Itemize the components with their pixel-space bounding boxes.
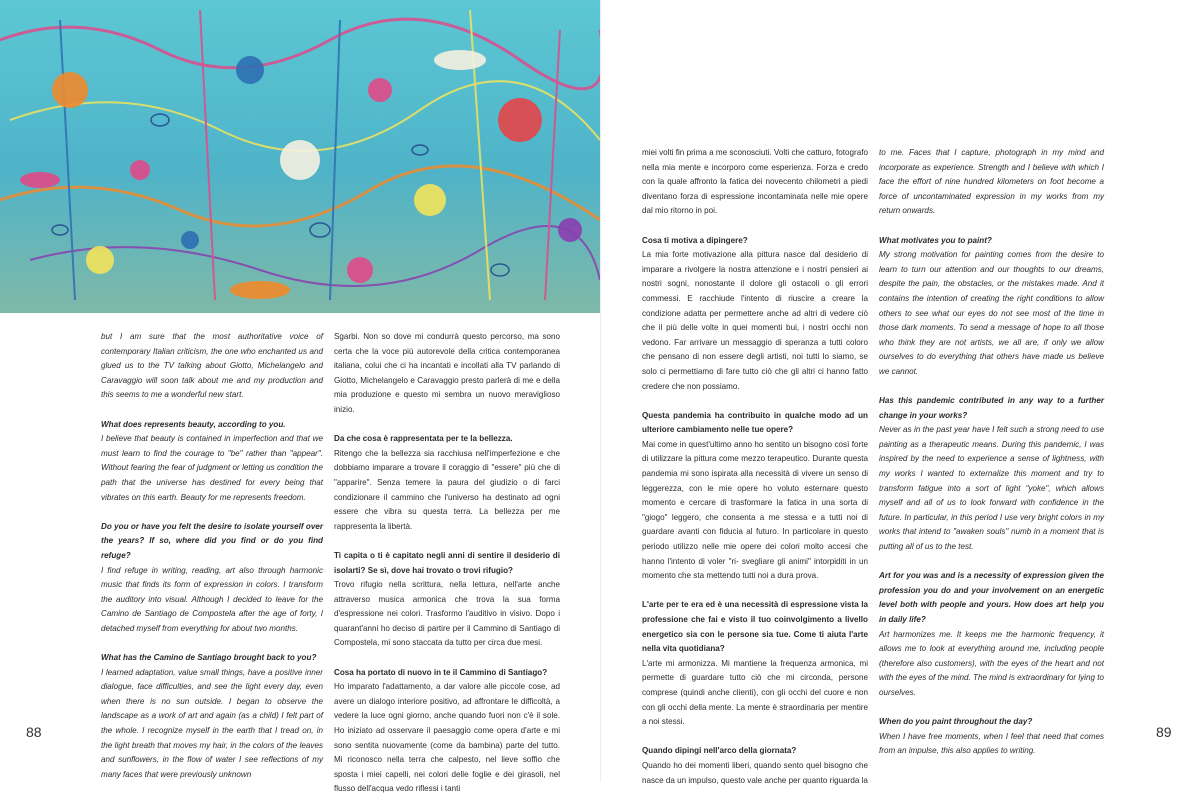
question-heading: Quando dipingi nell'arco della giornata?	[642, 746, 797, 756]
abstract-painting	[0, 0, 600, 313]
page-number-right: 89	[1156, 724, 1172, 740]
question-heading: Cosa ti motiva a dipingere?	[642, 235, 748, 245]
right-italian-column	[642, 146, 868, 803]
left-italian-column	[334, 330, 560, 812]
answer-text: La mia forte motivazione alla pittura nasce dal desiderio di imparare a rivolgere la nostra attenzione e i nostri pensieri ai nostri sogni, nonostante il dolore gli ostacoli o gli errori commessi. E racchiude l'intento di riuscire a creare la condizione adatta per permettere anche ad altri di vedere ciò che il più delle volte in quei momenti bui, i nostri occhi non vedono. Far arrivare un messaggio di speranza a tutti coloro che pensano di non essere degli artisti, noi tutti lo siamo, se solo ci permettiamo di fare tutto ciò che gli altri ci hanno fatto credere che non possiamo.	[642, 250, 868, 391]
paragraph	[879, 715, 1104, 759]
painting-canvas	[0, 0, 600, 313]
question-heading: What does represents beauty, according to you.	[101, 419, 286, 429]
answer-text: My strong motivation for painting comes from the desire to learn to turn our attention and our thoughts to our dreams, despite the pain, the obstacles, or the mistakes made. And it contains the intention of creating the right conditions to allow others to see what our eyes do not see most of the time in those dark moments. To send a message of hope to all those who think they are not artists, we all are, if only we allow ourselves to do everything that others have made us believe we cannot.	[879, 250, 1104, 376]
question-heading: Cosa ha portato di nuovo in te il Cammino di Santiago?	[334, 667, 548, 677]
answer-text: Ho imparato l'adattamento, a dar valore alle piccole cose, ad avere un dialogo interiore positivo, ad affrontare le difficoltà, a vedere la luce ogni giorno, anche quando fuori non c'è il sole. Ho iniziato ad osservare il paesaggio come opera d'arte e mi sono sentita nuovamente (come da bambina) parte del tutto. Mi riconosco nella terra che calpesto, nel lieve soffio che sposta i miei capelli, nei colori delle foglie e dei girasoli, nel flusso dell'acqua vedo riflessi i tanti	[334, 682, 560, 794]
paragraph	[879, 146, 1104, 219]
paragraph	[642, 409, 868, 584]
page-left	[0, 0, 600, 794]
answer-text: but I am sure that the most authoritative voice of contemporary Italian criticism, the one who enchanted us and glued us to the TV talking about Giotto, Michelangelo and Caravaggio will soon talk about me and my production and this seems to me a wonderful new start.	[101, 332, 323, 400]
answer-text: Art harmonizes me. It keeps me the harmonic frequency, it allows me to look at everything around me, including people (therefore also customers), with the eyes of the heart and not with the eyes of the mind. The mind is extraordinary for lying to ourselves.	[879, 629, 1104, 697]
answer-text: Mai come in quest'ultimo anno ho sentito un bisogno così forte di utilizzare la pittura come mezzo terapeutico. Durante questa pandemia mi sono ispirata alla necessità di vivere un senso di leggerezza, con le mie opere ho voluto esternare questo momento e cercare di trasformare la fatica in una sorta di "giogo" leggero, che consenta a me stessa e a tutti noi di guardare avanti con fiducia al futuro. In particolare in questo periodo utilizzo nelle mie opere dei colori molto accesi che hanno l'intento di voler "ri- svegliare gli animi" intorpiditi in un momento che sta mettendo tutti noi a dura prova.	[642, 439, 868, 581]
paragraph	[101, 651, 323, 782]
page-right	[600, 0, 1200, 785]
answer-text: Ritengo che la bellezza sia racchiusa nell'imperfezione e che dobbiamo imparare a trovare il coraggio di "essere" più che di "apparire". Senza temere la paura del giudizio o di farci condizionare il cammino che l'universo ha destinato ad ogni essere che vibra su questa terra. La bellezza per me rappresenta la libertà.	[334, 448, 560, 531]
paragraph	[334, 666, 560, 797]
answer-text: When I have free moments, when I feel that need that comes from an impulse, this also applies to writing.	[879, 731, 1104, 756]
question-heading: What has the Camino de Santiago brought back to you?	[101, 653, 317, 663]
left-english-column	[101, 330, 323, 797]
question-heading: L'arte per te era ed è una necessità di espressione vista la professione che fai e visto il tuo coinvolgimento a livello energetico sia con le persone sia tue. Come ti aiuta l'arte nella vita quotidiana?	[642, 600, 868, 654]
paragraph	[642, 598, 868, 729]
right-english-column	[879, 146, 1104, 774]
answer-text: Trovo rifugio nella scrittura, nella lettura, nell'arte anche attraverso musica armonica che trova la sua forma d'espressione nei colori. Trasformo l'auditivo in visivo. Dopo i quarant'anni ho deciso di partire per il Cammino di Santiago di Compostela, mi sono staccata da tutto per circa due mesi.	[334, 580, 560, 648]
answer-text: miei volti fin prima a me sconosciuti. Volti che catturo, fotografo nella mia mente e incorporo come esperienza. Forza e credo con la quale affronto la fatica dei novecento chilometri a piedi diventano forza di espressione incontaminata nelle mie opere dal mio ritorno in poi.	[642, 148, 868, 216]
question-heading: What motivates you to paint?	[879, 235, 992, 245]
paragraph	[101, 520, 323, 637]
answer-text: I believe that beauty is contained in imperfection and that we must learn to find the courage to "be" rather than "appear". Without fearing the fear of judgment or letting us condition the path that the universe has destined for every being that vibrates on this earth. Beauty for me represents freedom.	[101, 434, 323, 502]
question-heading: Questa pandemia ha contribuito in qualche modo ad un ulteriore cambiamento nelle tue opere?	[642, 410, 868, 435]
answer-text: I learned adaptation, value small things, have a positive inner dialogue, face difficulties, and see the light every day, even when there is no sun outside. I began to observe the landscape as a work of art and again (as a child) I felt part of the whole. I recognize myself in the earth that I tread on, in the light breath that moves my hair, in the colors of the leaves and sunflowers, in the flow of water I see reflections of my many faces that were previously unknown	[101, 667, 323, 779]
paragraph	[642, 234, 868, 395]
answer-text: Quando ho dei momenti liberi, quando sento quel bisogno che nasce da un impulso, questo vale anche per quanto riguarda la	[642, 760, 868, 785]
paragraph	[101, 418, 323, 506]
answer-text: L'arte mi armonizza. Mi mantiene la frequenza armonica, mi permette di guardare tutto ciò che mi circonda, persone comprese (quindi anche clienti), con gli occhi del cuore e non con gli occhi della mente. La mente è straordinaria per mentire a noi stessi.	[642, 658, 868, 727]
page-number-left: 88	[26, 724, 42, 740]
question-heading: Da che cosa è rappresentata per te la bellezza.	[334, 434, 513, 444]
answer-text: Sgarbi. Non so dove mi condurrà questo percorso, ma sono certa che la voce più autorevole della critica contemporanea italiana, colui che ci ha incantati e incollati alla TV parlando di Giotto, Michelangelo e Caravaggio presto parlerà di me e della mia produzione e questo mi sembra un nuovo meraviglioso inizio.	[334, 332, 560, 414]
answer-text: I find refuge in writing, reading, art also through harmonic music that finds its form of expression in colors. I transform the auditory into visual. Although I decided to leave for the Camino de Santiago de Compostela after the age of forty, I detached myself from everything for about two months.	[101, 565, 323, 633]
paragraph	[642, 146, 868, 219]
question-heading: When do you paint throughout the day?	[879, 717, 1033, 727]
paragraph	[101, 330, 323, 403]
paragraph	[879, 234, 1104, 380]
question-heading: Art for you was and is a necessity of expression given the profession you do and your involvement on an energetic level both with people and yours. How does art help you in daily life?	[879, 571, 1104, 624]
question-heading: Do you or have you felt the desire to isolate yourself over the years? If so, where did you find or do you find refuge?	[101, 521, 323, 560]
answer-text: to me. Faces that I capture, photograph in my mind and incorporate as experience. Strength and I believe with which I face the effort of nine hundred kilometers on foot become a force of uncontaminated expression in my works from my return onwards.	[879, 148, 1104, 216]
paragraph	[879, 569, 1104, 700]
answer-text: Never as in the past year have I felt such a strong need to use painting as a therapeutic means. During this pandemic, I was inspired by the need to experience a sense of lightness, with my works I wanted to externalize this moment and try to transform fatigue into a sort of light "yoke", which allows myself and all of us to look forward with confidence in the future. In particular, in this period I use very bright colors in my works that intend to "awaken souls" numb in a moment that is putting all of us to the test.	[879, 425, 1104, 552]
question-heading: Has this pandemic contributed in any way to a further change in your works?	[879, 396, 1104, 420]
paragraph	[334, 549, 560, 651]
paragraph	[879, 394, 1104, 555]
paragraph	[334, 432, 560, 534]
question-heading: Ti capita o ti è capitato negli anni di sentire il desiderio di isolarti? Se sì, dove hai trovato o trovi rifugio?	[334, 550, 560, 575]
paragraph	[334, 330, 560, 418]
